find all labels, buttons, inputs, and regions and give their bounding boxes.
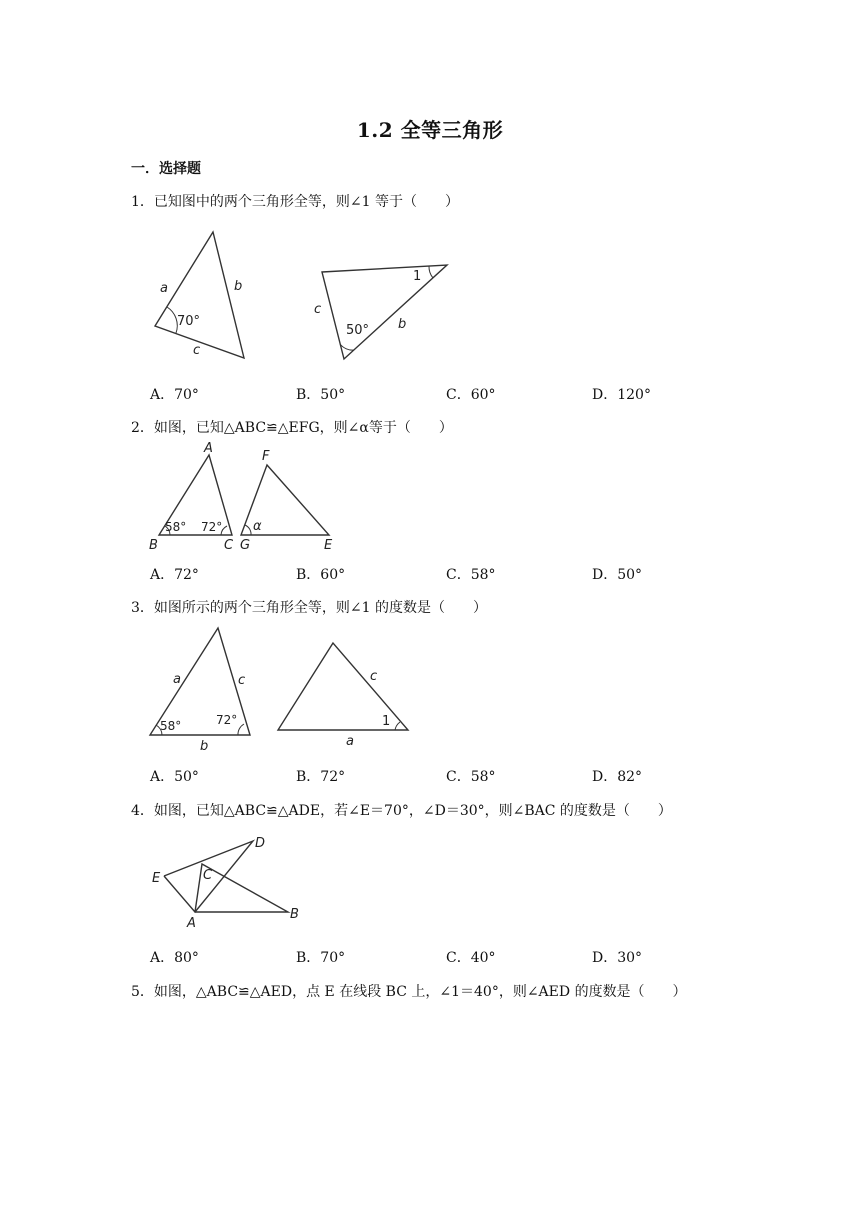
option-c[interactable]: C．58°	[446, 567, 496, 583]
angle-label-50: 50°	[346, 323, 370, 338]
vertex-c: C	[224, 538, 234, 553]
question-5-text: 5．如图，△ABC≌△AED，点 E 在线段 BC 上，∠1＝40°，则∠AED 的度数是（ ）	[131, 984, 687, 1000]
side-label-c: c	[238, 673, 246, 688]
vertex-e: E	[152, 871, 161, 886]
option-c[interactable]: C．40°	[446, 950, 496, 966]
side-label-b: b	[200, 739, 209, 754]
question-3-options	[150, 766, 750, 786]
question-3-text: 3．如图所示的两个三角形全等，则∠1 的度数是（ ）	[131, 600, 487, 616]
question-2-figure	[140, 440, 350, 555]
vertex-f: F	[262, 449, 270, 464]
angle-arc-70	[167, 307, 177, 333]
option-b[interactable]: B．50°	[296, 387, 346, 403]
angle-label-58: 58°	[165, 520, 187, 534]
vertex-e: E	[324, 538, 333, 553]
side-label-c: c	[193, 343, 201, 358]
angle-arc-1	[395, 722, 400, 730]
angle-label-70: 70°	[177, 314, 201, 329]
side-label-c2: c	[370, 669, 378, 684]
option-c[interactable]: C．58°	[446, 769, 496, 785]
angle-arc-1	[429, 266, 433, 278]
side-label-b2: b	[398, 317, 407, 332]
option-a[interactable]: A．72°	[150, 567, 199, 583]
angle-label-58: 58°	[160, 719, 182, 733]
option-b[interactable]: B．70°	[296, 950, 346, 966]
question-1-options	[150, 384, 750, 404]
angle-mark-1: 1	[413, 269, 422, 284]
side-label-c2: c	[314, 302, 322, 317]
vertex-d: D	[255, 836, 266, 851]
angle-label-72: 72°	[201, 520, 223, 534]
question-4-options	[150, 947, 750, 967]
side-label-a2: a	[346, 734, 354, 749]
option-a[interactable]: A．80°	[150, 950, 199, 966]
question-2-text: 2．如图，已知△ABC≌△EFG，则∠α等于（ ）	[131, 420, 453, 436]
angle-label-72: 72°	[216, 713, 238, 727]
vertex-a: A	[187, 916, 196, 931]
side-label-b: b	[234, 279, 243, 294]
angle-alpha: α	[253, 519, 262, 534]
option-d[interactable]: D．50°	[592, 567, 643, 583]
option-a[interactable]: A．70°	[150, 387, 199, 403]
option-d[interactable]: D．120°	[592, 387, 651, 403]
section-heading: 一．选择题	[131, 161, 201, 177]
vertex-b: B	[290, 907, 299, 922]
question-4-text: 4．如图，已知△ABC≌△ADE，若∠E＝70°，∠D＝30°，则∠BAC 的度数是（ ）	[131, 803, 672, 819]
option-d[interactable]: D．30°	[592, 950, 643, 966]
question-1-text: 1．已知图中的两个三角形全等，则∠1 等于（ ）	[131, 194, 459, 210]
side-label-a: a	[160, 281, 168, 296]
vertex-b: B	[149, 538, 158, 553]
vertex-c: C	[203, 868, 213, 883]
option-b[interactable]: B．60°	[296, 567, 346, 583]
side-label-a: a	[173, 672, 181, 687]
vertex-g: G	[240, 538, 251, 553]
page-title: 1.2 全等三角形	[356, 118, 504, 142]
triangle-left	[155, 232, 244, 358]
question-3-figure	[140, 622, 430, 757]
question-1-figure	[140, 222, 470, 367]
option-b[interactable]: B．72°	[296, 769, 346, 785]
option-c[interactable]: C．60°	[446, 387, 496, 403]
angle-arc-alpha	[245, 525, 251, 535]
vertex-a: A	[204, 441, 213, 456]
option-d[interactable]: D．82°	[592, 769, 643, 785]
option-a[interactable]: A．50°	[150, 769, 199, 785]
question-4-figure	[145, 830, 320, 935]
angle-arc-72	[238, 724, 244, 735]
angle-mark-1: 1	[382, 714, 391, 729]
question-2-options	[150, 564, 750, 584]
